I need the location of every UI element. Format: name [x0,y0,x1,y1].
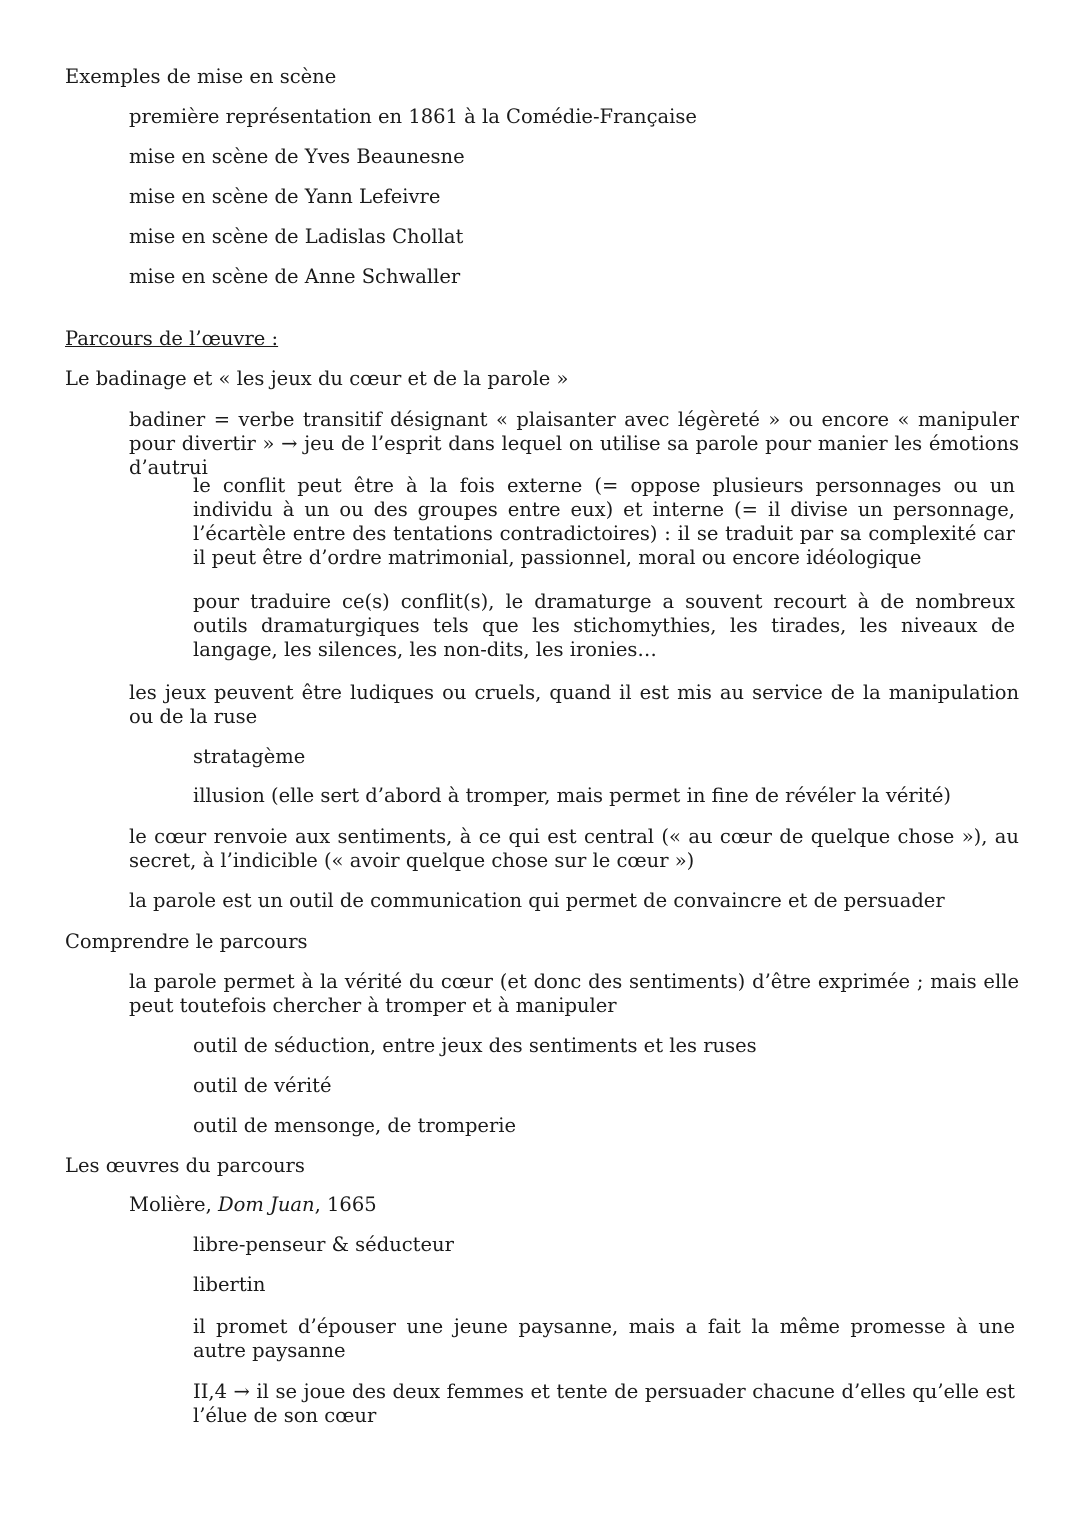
heading-comprendre: Comprendre le parcours [65,930,308,953]
heading-oeuvres: Les œuvres du parcours [65,1154,305,1177]
work-year: , 1665 [314,1193,377,1216]
work-author: Molière, [129,1193,218,1216]
work-title: Dom Juan [217,1193,315,1216]
list-item: illusion (elle sert d’abord à tromper, mais permet in fine de révéler la vérité) [193,784,951,807]
paragraph-scene-ii4: II,4 → il se joue des deux femmes et tente de persuader chacune d’elles qu’elle est l’élue de son cœur [193,1380,1015,1427]
paragraph-coeur: le cœur renvoie aux sentiments, à ce qui est central (« au cœur de quelque chose »), au secret, à l’indicible (« avoir quelque chose sur le cœur ») [129,825,1019,872]
paragraph-jeux: les jeux peuvent être ludiques ou cruels, quand il est mis au service de la manipulation ou de la ruse [129,681,1019,728]
paragraph-parole: la parole est un outil de communication qui permet de convaincre et de persuader [129,889,945,912]
list-item: outil de vérité [193,1074,332,1097]
paragraph-promesse: il promet d’épouser une jeune paysanne, mais a fait la même promesse à une autre paysanne [193,1315,1015,1362]
paragraph-conflit: le conflit peut être à la fois externe (= oppose plusieurs personnages ou un individu à un ou des groupes entre eux) et interne (= il divise un personnage, l’écartèle entre des tentations contradictoires) : il se traduit par sa complexité car il peut être d’ordre matrimonial, passionnel, moral ou encore idéologique [193,474,1015,569]
list-item: mise en scène de Anne Schwaller [129,265,461,288]
work-entry [129,1193,377,1217]
list-item: mise en scène de Yann Lefeivre [129,185,441,208]
paragraph-badiner-definition: badiner = verbe transitif désignant « plaisanter avec légèreté » ou encore « manipuler pour divertir » → jeu de l’esprit dans lequel on utilise sa parole pour manier les émotions d’autrui [129,408,1019,479]
list-item: outil de séduction, entre jeux des sentiments et les ruses [193,1034,757,1057]
list-item: libertin [193,1273,266,1296]
paragraph-outils: pour traduire ce(s) conflit(s), le dramaturge a souvent recourt à de nombreux outils dramaturgiques tels que les stichomythies, les tirades, les niveaux de langage, les silences, les non-dits, les ironies… [193,590,1015,661]
list-item: première représentation en 1861 à la Comédie-Française [129,105,697,128]
list-item: outil de mensonge, de tromperie [193,1114,517,1137]
list-item: mise en scène de Ladislas Chollat [129,225,464,248]
list-item: libre-penseur & séducteur [193,1233,454,1256]
list-item: stratagème [193,745,306,768]
heading-badinage: Le badinage et « les jeux du cœur et de la parole » [65,367,569,390]
paragraph-comprendre: la parole permet à la vérité du cœur (et donc des sentiments) d’être exprimée ; mais elle peut toutefois chercher à tromper et à manipuler [129,970,1019,1017]
heading-mise-en-scene: Exemples de mise en scène [65,65,337,88]
parcours-title: Parcours de l’œuvre : [65,327,279,350]
list-item: mise en scène de Yves Beaunesne [129,145,465,168]
